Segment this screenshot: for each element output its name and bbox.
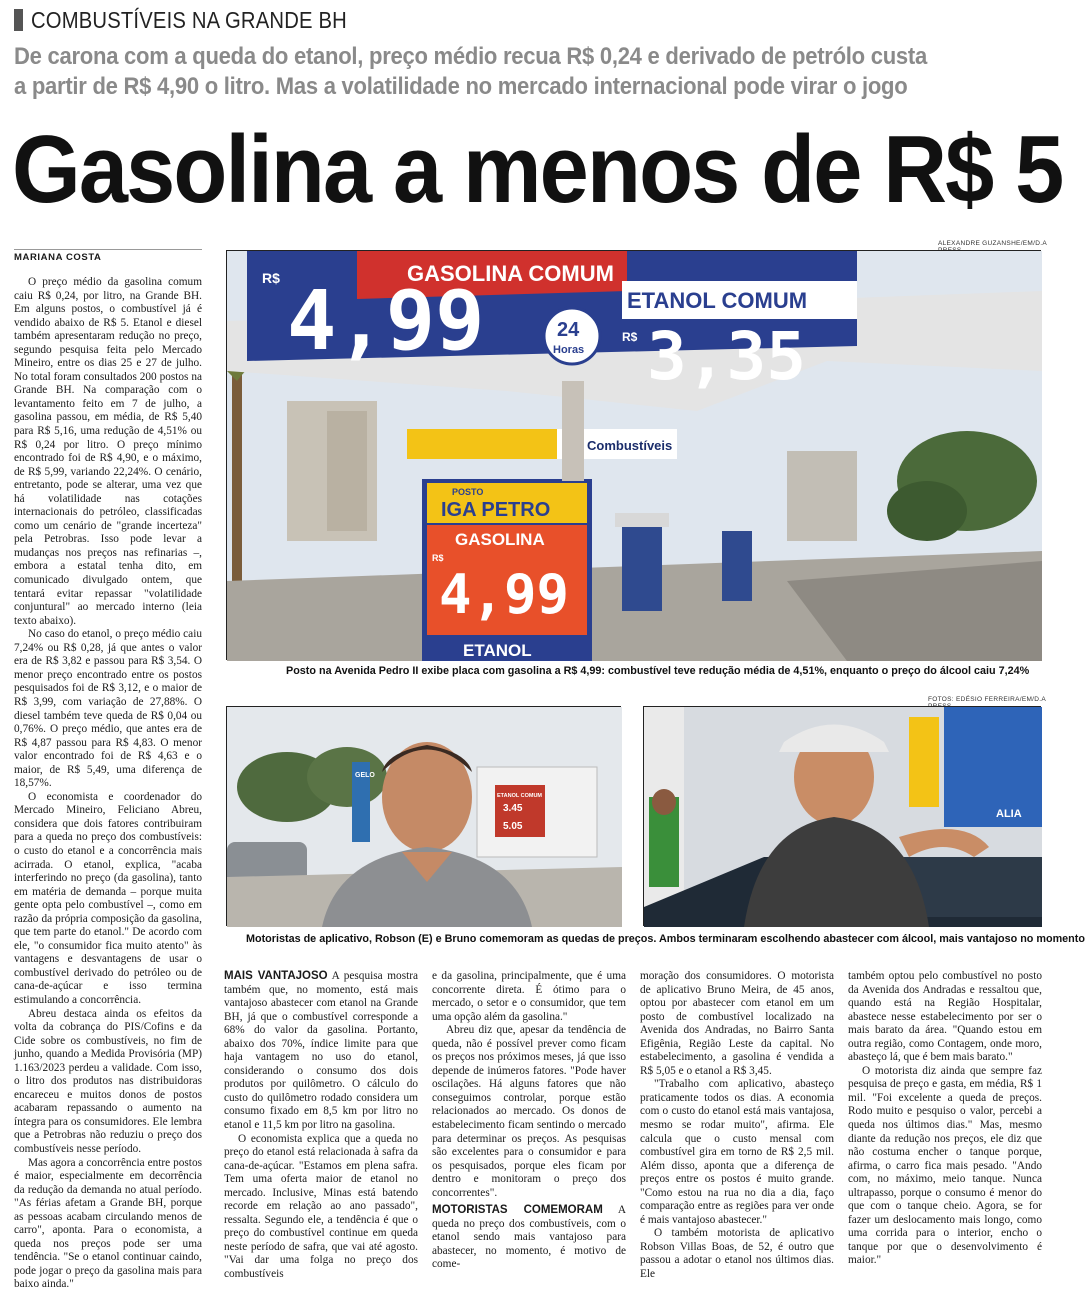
post-currency: R$ (432, 553, 444, 563)
col4-paragraph: "Trabalho com aplicativo, abasteço praticamente todos os dias. A economia com o custo do etanol está mais vantajosa, mesmo se rodar muito", afirma. Ele calcula que o custo mensal com combustível gira em torno de R$ 2,5 mil. Além disso, aponta que a diferença de preços entre os postos é muito grande. "Como estou na rua no dia a dia, faço comparação entre as regiões para ver onde é mais vantajoso abastecer." (640, 1078, 834, 1226)
col1-paragraph: O economista e coordenador do Mercado Mineiro, Feliciano Abreu, considera que dois fatores contribuiram para a queda no preço dos combustíveis: o custo do etanol e a concorrência mais acirrada. O etanol, explica, "acaba interferindo no preço (da gasolina), tanto em matéria de demanda – porque muita gente opta pelo combustível –, como em razão da própria composição da gasolina, que tem parte do etanol." De acordo com ele, "o consumidor fica muito atento" às vantagens e desvantagens de usar o combustível derivado do petróleo ou de cana-de-açúcar e isso termina estimulando a concorrência. (14, 790, 202, 1006)
photo-credit-pair: FOTOS: EDÉSIO FERREIRA/EM/D.A (928, 696, 1046, 703)
post-brand: POSTO (452, 487, 484, 497)
column-5 (848, 970, 1042, 1268)
deck-line-2: a partir de R$ 4,90 o litro. Mas a volatilidade no mercado internacional pode virar o jogo (14, 73, 908, 100)
sign-top-label: GASOLINA COMUM (407, 261, 614, 286)
col1-paragraph: No caso do etanol, o preço médio caiu 7,24% ou R$ 0,28, já que antes o valor era de R$ 3,82 e passou para R$ 3,54. O menor preço encontrado entre os postos pesquisados foi de R$ 3,12, e o maior de R$ 3,99, com variação de 27,88%. O diesel também teve queda de R$ 0,04 ou 0,76%. O preço médio, que antes era de R$ 4,87 passou para R$ 4,83. O menor valor encontrado foi de R$ 4,63 e o maior, de R$ 5,49, uma diferença de 18,57%. (14, 628, 202, 790)
sign-ethanol-price: 3,35 (647, 318, 806, 395)
caption-pair: Motoristas de aplicativo, Robson (E) e Bruno comemoram as quedas de preços. Ambos terminaram escolhendo abastecer com álcool, mais vantajoso no momento (246, 933, 1085, 945)
col1-paragraph: O preço médio da gasolina comum caiu R$ 0,24, por litro, na Grande BH. Em alguns postos, o combustível já é vendido abaixo de R$ 5. Etanol e diesel também apresentaram redução no preço, segundo pesquisa feita pelo Mercado Mineiro, entre os dias 25 e 27 de julho. No total foram consultados 200 postos na Grande BH. Na comparação com o levantamento feito em 7 de julho, a gasolina passou, em média, de R$ 5,40 para R$ 5,16, uma redução de 4,51% ou R$ 0,24 por litro. O preço mínimo encontrado foi de R$ 4,90, e o máximo, de R$ 5,99, variando 22,24%. O cenário, entretanto, pode se alterar, uma vez que há volatilidade nas cotações internacionais do petróleo, classificadas como um cenário de "grande incerteza" pela Petrobras. Isso pode levar a mudanças nos preços nas refinarias –, embora a estatal tenha dito, em comunicado divulgado ontem, que tentará evitar repassar "volatilidade conjuntural" ao mercado interno (leia texto abaixo). (14, 276, 202, 627)
subhead-mais-vantajoso: MAIS VANTAJOSO (224, 970, 328, 982)
col4-paragraph: moração dos consumidores. O motorista de aplicativo Bruno Meira, de 45 anos, optou por abastecer com etanol em um posto de combustível localizado na Avenida dos Andradas, no Bairro Santa Efigênia, Região Leste da capital. No estabelecimento, a gasolina é vendida a R$ 5,05 e o etanol a R$ 3,45. (640, 970, 834, 1077)
left-sign-price2: 5.05 (503, 821, 523, 832)
photo-robson (226, 706, 621, 926)
column-2 (224, 970, 418, 1282)
photo-bruno (643, 706, 1041, 926)
col2-first-paragraph (224, 970, 418, 1133)
section-kicker (14, 6, 390, 34)
sign-badge-number: 24 (557, 319, 580, 341)
sign-currency-left: R$ (262, 270, 280, 286)
column-1 (14, 276, 202, 1292)
sign-ethanol-label: ETANOL COMUM (627, 288, 808, 313)
post-bottom: ETANOL (463, 641, 532, 660)
photo-robson-illustration (227, 707, 622, 927)
post-fuel: GASOLINA (455, 530, 545, 549)
col3-sub-paragraph (432, 1204, 626, 1272)
sign-gas-price: 4,99 (287, 274, 485, 369)
left-flag-text: GELO (355, 772, 375, 779)
col5-paragraph: O motorista diz ainda que sempre faz pesquisa de preço e gasta, em média, R$ 1 mil. "Foi excelente a queda de preços. Rodo muito e pesquiso o valor, percebi a queda nos últimos dias." Mas, mesmo diante da redução nos preços, ele diz que não costuma encher o tanque porque, afirma, o carro fica mais pesado. "Ando com, no máximo, meio tanque. Nunca ultrapasso, porque o consumo é menor do que com o tanque cheio. Agora, se for fazer um deslocamento mais longo, como uma corrida para o interior, encho o tanque por que o desenvolvimento é maior." (848, 1064, 1042, 1267)
col3-paragraph-text: A queda no preço dos combustíveis, com o etanol sendo mais vantajoso para abastecer, no momento, é motivo de come- (432, 1204, 627, 1271)
kicker-text: COMBUSTÍVEIS NA GRANDE BH (31, 6, 347, 33)
deck (14, 42, 1044, 102)
canopy-brand: Combustíveis (587, 438, 673, 453)
col1-paragraph: Mas agora a concorrência entre postos é maior, especialmente em decorrência da redução da demanda no atual período. "As férias afetam a Grande BH, porque as pessoas acabam circulando menos de carro", aponta. Para o economista, a queda nos preços pode ser uma tendência. "Se o etanol continuar caindo, pode jogar o preço da gasolina mais para baixo ainda." (14, 1156, 202, 1291)
kicker-bar (14, 9, 23, 31)
sign-currency-right: R$ (622, 330, 638, 344)
col2-paragraph: O economista explica que a queda no preço do etanol está relacionada à safra da cana-de-açúcar. "Estamos em plena safra. Tem uma oferta maior de etanol no mercado. Inclusive, Minas está batendo recorde em relação ao ano passado", ressalta. Segundo ele, a tendência é que o preço do combustível continue em queda neste período de safra, que vai até agosto. "Vai dar uma folga no preço dos combustíveis (224, 1132, 418, 1281)
left-sign-label: ETANOL COMUM (497, 793, 543, 799)
subhead-motoristas-comemoram: MOTORISTAS COMEMORAM (432, 1204, 603, 1217)
col4-paragraph: O também motorista de aplicativo Robson Villas Boas, de 52, é outro que passou a adotar o etanol nos últimos dias. Ele (640, 1227, 834, 1281)
photo-bruno-illustration (644, 707, 1042, 927)
sign-badge-text: Horas (553, 344, 585, 356)
column-4 (640, 970, 834, 1282)
post-name: IGA PETRO (441, 499, 551, 521)
col3-paragraph: Abreu diz que, apesar da tendência de queda, não é possível prever como ficam os preços nos próximos meses, já que isso depende de inúmeros fatores. "Pode haver oscilações. Há alguns fatores que não conseguimos controlar, porque estão relacionados ao mercado. Os donos de estabelecimento ficam sentindo o mercado para determinar os preços. As pesquisas são excelentes para o consumidor e para os pesquisados, porque eles ficam por dentro e monitoram o preço dos concorrentes". (432, 1024, 626, 1199)
col5-paragraph: também optou pelo combustível no posto da Avenida dos Andradas e ressaltou que, quando está na Região Hospitalar, abastece nesse estabelecimento por ser o mais barato da área. "Quando estou em outra região, como Contagem, onde moro, abasteço lá, que é bem mais barato." (848, 970, 1042, 1064)
post-price: 4,99 (439, 563, 570, 626)
column-3 (432, 970, 626, 1272)
right-sign-text: ALIA (996, 808, 1022, 820)
left-sign-price1: 3.45 (503, 803, 523, 814)
col2-paragraph-text: A pesquisa mostra também que, no momento, está mais vantajoso abastecer com etanol na Grande BH, já que o combustível corresponde a 68% do valor da gasolina. Portanto, abaixo dos 70%, índice limite para que haja vantagem no uso do etanol, considerando o consumo dos dois produtos por quilômetro. O cálculo do custo do quilômetro rodado considera um consumo fixado em 8,5 km por litro no etanol e 11,5 km por litro na gasolina. (224, 970, 418, 1132)
main-photo (226, 250, 1041, 660)
byline: MARIANA COSTA (14, 249, 202, 263)
deck-line-1: De carona com a queda do etanol, preço médio recua R$ 0,24 e derivado de petrólo custa (14, 43, 927, 70)
main-photo-illustration (227, 251, 1042, 661)
col1-paragraph: Abreu destaca ainda os efeitos da volta da cobrança do PIS/Cofins e da Cide sobre os combustíveis, no fim de junho, quando a Medida Provisória (MP) 1.163/2023 perdeu a validade. Com isso, o litro dos produtos nas distribuidoras encareceu e muitos donos de postos acabaram repassando o aumento na íntegra para os consumidores. Ele lembra que a Petrobras não reduziu o preço dos combustíveis nesse período. (14, 1007, 202, 1155)
caption-main: Posto na Avenida Pedro II exibe placa com gasolina a R$ 4,99: combustível teve redução média de 4,51%, enquanto o preço do álcool caiu 7,24% (286, 665, 1030, 677)
photo-credit-main: ALEXANDRE GUZANSHE/EM/D.A (938, 240, 1047, 247)
headline: Gasolina a menos de R$ 5 (12, 116, 1063, 223)
col3-paragraph: e da gasolina, principalmente, que é uma concorrente direta. É ótimo para o mercado, o setor e o consumidor, que tem uma opção além da gasolina." (432, 970, 626, 1023)
